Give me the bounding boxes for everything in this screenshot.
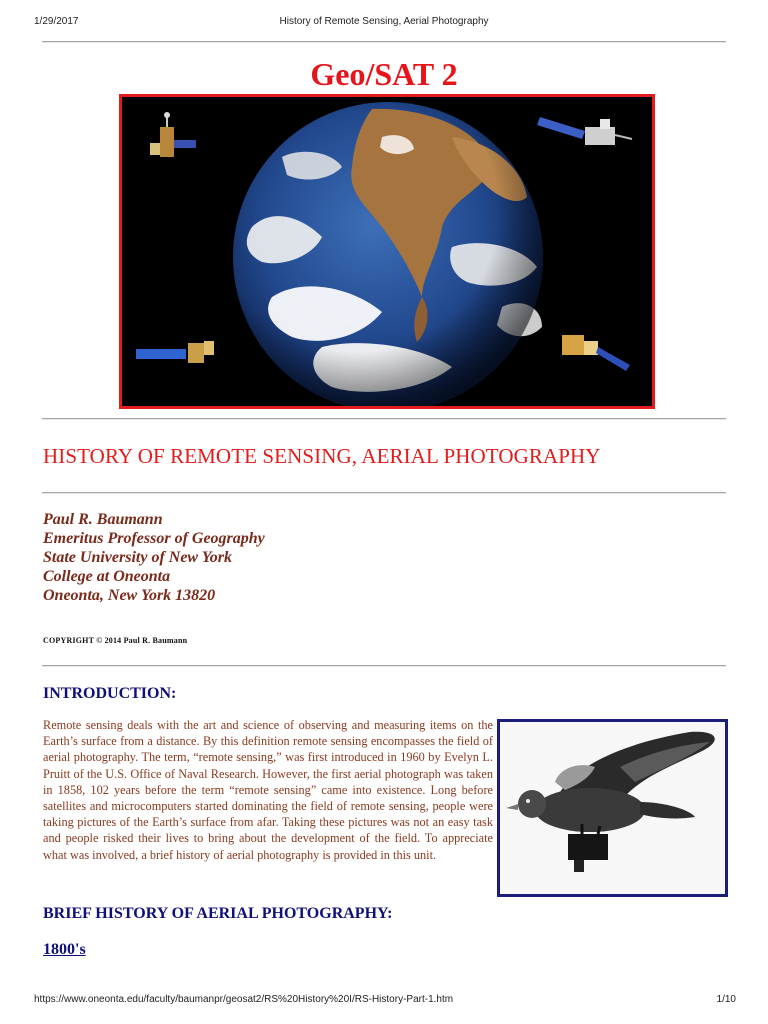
author-address: Oneonta, New York 13820 <box>43 587 216 604</box>
print-header <box>0 16 768 32</box>
divider <box>42 418 726 420</box>
pigeon-icon <box>500 722 725 894</box>
author-name: Paul R. Baumann <box>43 511 163 528</box>
introduction-heading: INTRODUCTION: <box>43 685 177 702</box>
decade-link-1800s[interactable]: 1800's <box>43 941 86 958</box>
print-url: https://www.oneonta.edu/faculty/baumanpr/geosat2/RS%20History%20I/RS-History-Part-1.htm <box>34 994 454 1005</box>
author-college: College at Oneonta <box>43 568 171 585</box>
page-title: HISTORY OF REMOTE SENSING, AERIAL PHOTOGRAPHY <box>43 444 601 468</box>
author-institution: State University of New York <box>43 549 233 566</box>
divider <box>42 665 726 667</box>
author-block <box>43 510 265 605</box>
print-footer <box>0 994 768 1010</box>
divider <box>42 492 726 494</box>
print-date: 1/29/2017 <box>34 16 79 27</box>
copyright-notice: COPYRIGHT © 2014 Paul R. Baumann <box>43 636 188 645</box>
introduction-text: Remote sensing deals with the art and science of observing and measuring items on the Earth’s surface from a distance. By this definition remote sensing encompasses the field of aerial photography. The term, “remote sensing,” was first introduced in 1960 by Evelyn L. Pruitt of the U.S. Office of Naval Research. However, the first aerial photograph was taken in 1858, 102 years before the term “remote sensing” came into existence. Long before satellites and microcomputers started dominating the field of remote sensing, people were taking pictures of the Earth’s surface from afar. Taking these pictures was not an easy task and people risked their lives to bring about the development of the field. To appreciate what was involved, a brief history of aerial photography is provided in this unit. <box>43 718 493 862</box>
page-number: 1/10 <box>716 994 736 1005</box>
divider <box>42 41 726 43</box>
pigeon-camera-photo <box>497 719 728 897</box>
hero-image <box>119 94 655 409</box>
brief-history-heading: BRIEF HISTORY OF AERIAL PHOTOGRAPHY: <box>43 905 393 922</box>
site-title: Geo/SAT 2 <box>310 56 458 92</box>
earth-globe-icon <box>122 97 652 406</box>
print-doc-title: History of Remote Sensing, Aerial Photography <box>279 16 489 27</box>
author-position: Emeritus Professor of Geography <box>43 530 265 547</box>
